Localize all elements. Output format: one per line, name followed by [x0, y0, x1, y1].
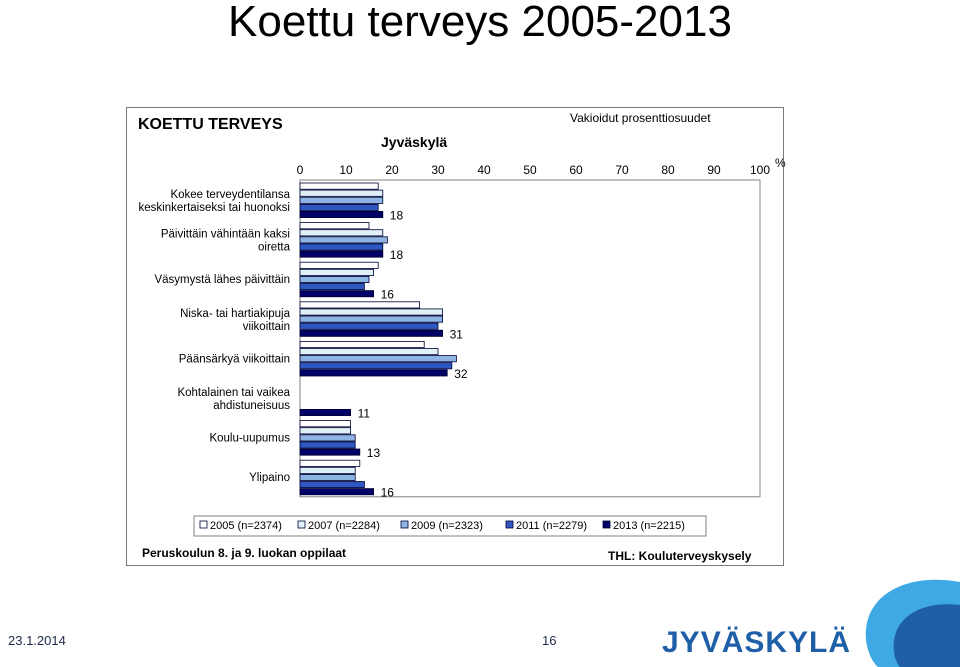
x-tick-label: 60 — [569, 163, 583, 177]
x-tick-label: 30 — [431, 163, 445, 177]
bar-2009 — [300, 197, 383, 203]
bar-2007 — [300, 190, 383, 196]
x-tick-label: 90 — [707, 163, 721, 177]
slide-title: Koettu terveys 2005-2013 — [228, 0, 732, 46]
population-label: Peruskoulun 8. ja 9. luokan oppilaat — [142, 546, 347, 560]
city-label: Jyväskylä — [381, 134, 448, 150]
bar-2007 — [300, 428, 351, 434]
bar-2009 — [300, 474, 355, 480]
x-tick-label: 100 — [749, 163, 771, 177]
bar-2009 — [300, 435, 355, 441]
legend-label: 2013 (n=2215) — [613, 520, 685, 532]
legend-label: 2005 (n=2374) — [210, 520, 282, 532]
bar-2011 — [300, 363, 452, 369]
bar-2005 — [300, 341, 424, 347]
legend-swatch — [401, 521, 408, 528]
data-label: 31 — [449, 327, 463, 342]
source-label: THL: Kouluterveyskysely — [608, 549, 752, 563]
category-label: Päänsärkyä viikoittain — [178, 353, 290, 366]
category-label: Ylipaino — [249, 472, 290, 485]
category-label: Koulu-uupumus — [209, 432, 290, 445]
bar-2011 — [300, 323, 438, 329]
legend-label: 2007 (n=2284) — [308, 520, 380, 532]
category-label: ahdistuneisuus — [213, 400, 290, 412]
x-tick-label: 70 — [615, 163, 629, 177]
x-tick-label: 20 — [385, 163, 399, 177]
bar-2005 — [300, 421, 351, 427]
axis-unit-label: % — [775, 156, 786, 170]
legend-swatch — [298, 521, 305, 528]
bar-2011 — [300, 442, 355, 448]
bar-2007 — [300, 349, 438, 355]
category-label: Niska- tai hartiakipuja — [180, 307, 290, 320]
bar-2013 — [300, 489, 374, 495]
legend-label: 2011 (n=2279) — [516, 520, 588, 532]
bar-2009 — [300, 316, 443, 322]
legend-swatch — [603, 521, 610, 528]
data-label: 11 — [357, 406, 371, 421]
category-label: Päivittäin vähintään kaksi — [160, 228, 290, 241]
data-label: 13 — [366, 446, 381, 461]
bar-2011 — [300, 244, 383, 250]
bar-2011 — [300, 204, 378, 210]
category-label: Väsymystä lähes päivittäin — [154, 274, 290, 287]
legend-swatch — [200, 521, 207, 528]
x-tick-label: 40 — [477, 163, 491, 177]
bar-2009 — [300, 237, 387, 243]
legend-swatch — [506, 521, 513, 528]
legend-label: 2009 (n=2323) — [411, 520, 483, 532]
bar-2005 — [300, 460, 360, 466]
bar-2013 — [300, 330, 443, 336]
bar-2013 — [300, 409, 351, 415]
bar-2013 — [300, 291, 374, 297]
bar-2009 — [300, 356, 456, 362]
data-label: 16 — [380, 485, 394, 500]
x-tick-label: 0 — [296, 163, 304, 177]
bar-2005 — [300, 223, 369, 229]
bar-2007 — [300, 309, 443, 315]
x-tick-label: 10 — [339, 163, 353, 177]
standardization-note: Vakioidut prosenttiosuudet — [570, 111, 711, 125]
bar-2007 — [300, 467, 355, 473]
logo-text: JYVÄSKYLÄ — [662, 626, 852, 659]
bar-2011 — [300, 482, 364, 488]
x-tick-label: 80 — [661, 163, 675, 177]
category-label: viikoittain — [242, 320, 290, 333]
category-label: oiretta — [258, 241, 290, 254]
bar-2005 — [300, 302, 420, 308]
chart-heading: KOETTU TERVEYS — [138, 116, 283, 133]
data-label: 16 — [380, 287, 394, 302]
bar-2013 — [300, 449, 360, 455]
category-label: keskinkertaiseksi tai huonoksi — [138, 202, 290, 214]
bar-2007 — [300, 230, 383, 236]
page-number: 16 — [542, 633, 557, 648]
bar-2013 — [300, 211, 383, 217]
bar-2005 — [300, 183, 378, 189]
data-label: 18 — [389, 208, 404, 223]
bar-2011 — [300, 284, 364, 290]
x-tick-label: 50 — [523, 163, 537, 177]
bar-2013 — [300, 251, 383, 257]
bar-2009 — [300, 276, 369, 282]
category-label: Kokee terveydentilansa — [170, 189, 290, 201]
bar-2005 — [300, 262, 378, 268]
data-label: 18 — [389, 248, 404, 263]
data-label: 32 — [454, 366, 468, 381]
bar-2007 — [300, 269, 374, 275]
bar-2013 — [300, 370, 447, 376]
date-label: 23.1.2014 — [8, 633, 66, 648]
category-label: Kohtalainen tai vaikea — [177, 387, 290, 399]
